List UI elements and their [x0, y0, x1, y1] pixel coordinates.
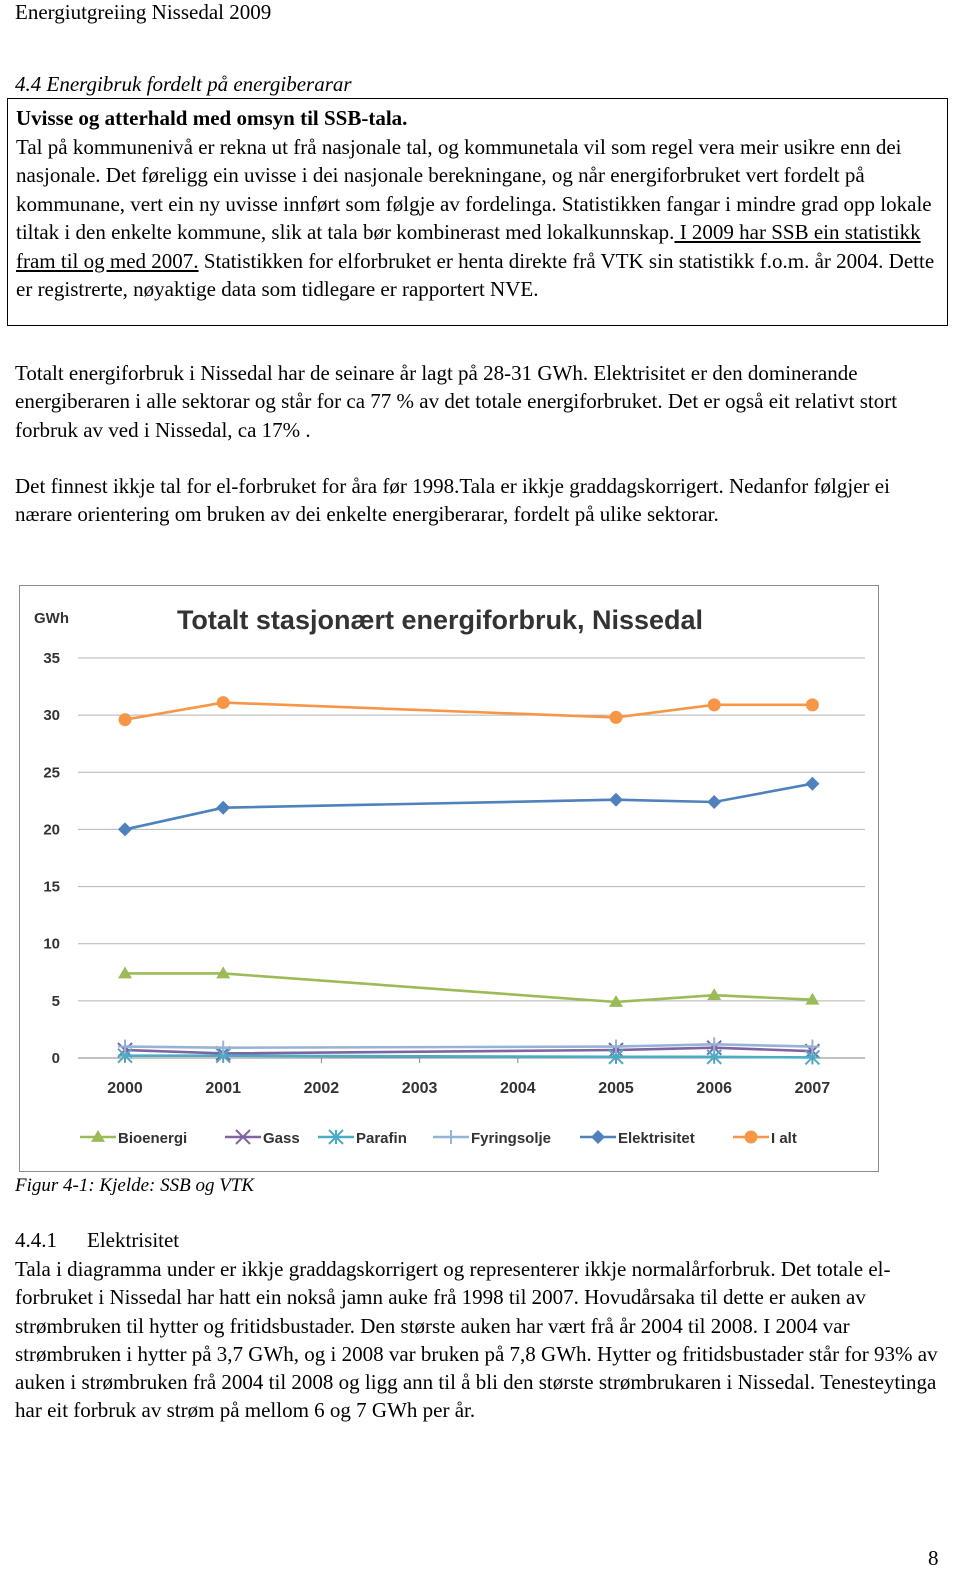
y-tick-label: 5 — [51, 992, 60, 1010]
y-tick-label: 20 — [43, 821, 60, 839]
data-point — [217, 696, 230, 709]
data-point — [609, 793, 623, 807]
y-tick-label: 25 — [43, 764, 60, 782]
x-tick-label: 2007 — [794, 1080, 831, 1097]
caveat-text-end: Statistikken for elforbruket er henta direkte frå VTK sin statistikk f.o.m. år 2004. Dette er registrerte, nøyaktige data som tidlegare er rapportert NVE. — [16, 248, 935, 301]
data-point — [805, 777, 819, 791]
subsection-title: Elektrisitet — [87, 1228, 180, 1252]
x-tick-label: 2000 — [107, 1080, 143, 1097]
legend-label: Elektrisitet — [618, 1130, 695, 1147]
energy-chart — [19, 585, 879, 1172]
running-header: Energiutgreiing Nissedal 2009 — [15, 0, 272, 24]
data-point — [806, 698, 819, 711]
legend-label: Gass — [263, 1130, 300, 1147]
paragraph-no-data: Det finnest ikkje tal for el-forbruket for åra før 1998.Tala er ikkje graddagskorrigert. Nedanfor følgjer ei nærare orientering om bruken av dei enkelte energiberarar, fordelt på ulike sektorar. — [15, 474, 890, 527]
figure-caption: Figur 4-1: Kjelde: SSB og VTK — [15, 1175, 255, 1196]
legend-marker — [329, 1130, 343, 1144]
y-tick-label: 35 — [43, 650, 60, 667]
paragraph-total-consumption: Totalt energiforbruk i Nissedal har de seinare år lagt på 28-31 GWh. Elektrisitet er den dominerande energiberaren i alle sektorar og står for ca 77 % av det totale energiforbruket. Det er også eit relativt stort forbruk av ved i Nissedal, ca 17% . — [15, 361, 898, 442]
x-tick-label: 2002 — [303, 1080, 340, 1097]
chart-y-axis-label: GWh — [34, 610, 69, 627]
data-point — [118, 822, 132, 836]
chart-canvas — [20, 586, 880, 1173]
paragraph-electricity: Tala i diagramma under er ikkje graddagskorrigert og representerer ikkje normalårforbruk. Det totale el-forbruket i Nissedal har hatt ein nokså jamn auke frå 1998 til 2007. Hovudårsaka til dette er auken av strømbruken til hytter og fritidsbustader. Den største auken har vært frå år 2004 til 2008. I 2004 var strømbruken i hytter på 3,7 GWh, og i 2008 var bruken på 7,8 GWh. Hytter og fritidsbustader står for 93% av auken i strømbruken frå 2004 til 2008 og ligg ann til å bli den største strømbrukaren i Nissedal. Tenesteytinga har eit forbruk av strøm på mellom 6 og 7 GWh per år. — [15, 1257, 938, 1423]
y-tick-label: 10 — [43, 935, 60, 953]
data-point — [707, 795, 721, 809]
legend-marker — [444, 1130, 458, 1144]
legend-label: Parafin — [356, 1130, 407, 1147]
section-heading: 4.4 Energibruk fordelt på energiberarar — [15, 72, 352, 96]
y-tick-label: 15 — [43, 878, 60, 896]
legend-label: Bioenergi — [118, 1130, 188, 1147]
legend-marker — [745, 1131, 758, 1144]
caveat-text: Tal på kommunenivå er rekna ut frå nasjonale tal, og kommunetala vil som regel vera meir usikre enn dei nasjonale. Det føreligg ein uvisse i dei nasjonale berekningane, og når energiforbruket vert fordelt på kommunane, vert ein ny uvisse innført som følgje av fordelinga. Statistikken fangar i mindre grad opp lokale tiltak i den enkelte kommune, slik at tala bør kombinerast med lokalkunnskap. — [16, 134, 932, 244]
subsection-number: 4.4.1 — [15, 1228, 57, 1252]
caveat-box — [7, 98, 948, 326]
y-tick-label: 0 — [51, 1050, 60, 1067]
data-point — [216, 801, 230, 815]
x-tick-label: 2001 — [205, 1080, 241, 1097]
data-point — [610, 711, 623, 724]
legend-label: Fyringsolje — [471, 1130, 552, 1147]
caveat-underlined-text: I 2009 har SSB ein statistikk fram til og med 2007. — [16, 220, 921, 273]
chart-title: Totalt stasjonært energiforbruk, Nissedal — [176, 605, 704, 635]
subsection-heading — [15, 1228, 179, 1253]
data-point — [708, 698, 721, 711]
x-tick-label: 2004 — [500, 1080, 536, 1097]
x-tick-label: 2006 — [696, 1080, 732, 1097]
legend-marker — [591, 1130, 605, 1144]
legend-label: I alt — [771, 1130, 797, 1147]
caveat-title: Uvisse og atterhald med omsyn til SSB-tala. — [16, 106, 408, 130]
page-number: 8 — [928, 1546, 939, 1570]
y-tick-label: 30 — [43, 707, 60, 725]
x-tick-label: 2005 — [598, 1080, 634, 1097]
data-point — [119, 713, 132, 726]
x-tick-label: 2003 — [401, 1080, 438, 1097]
